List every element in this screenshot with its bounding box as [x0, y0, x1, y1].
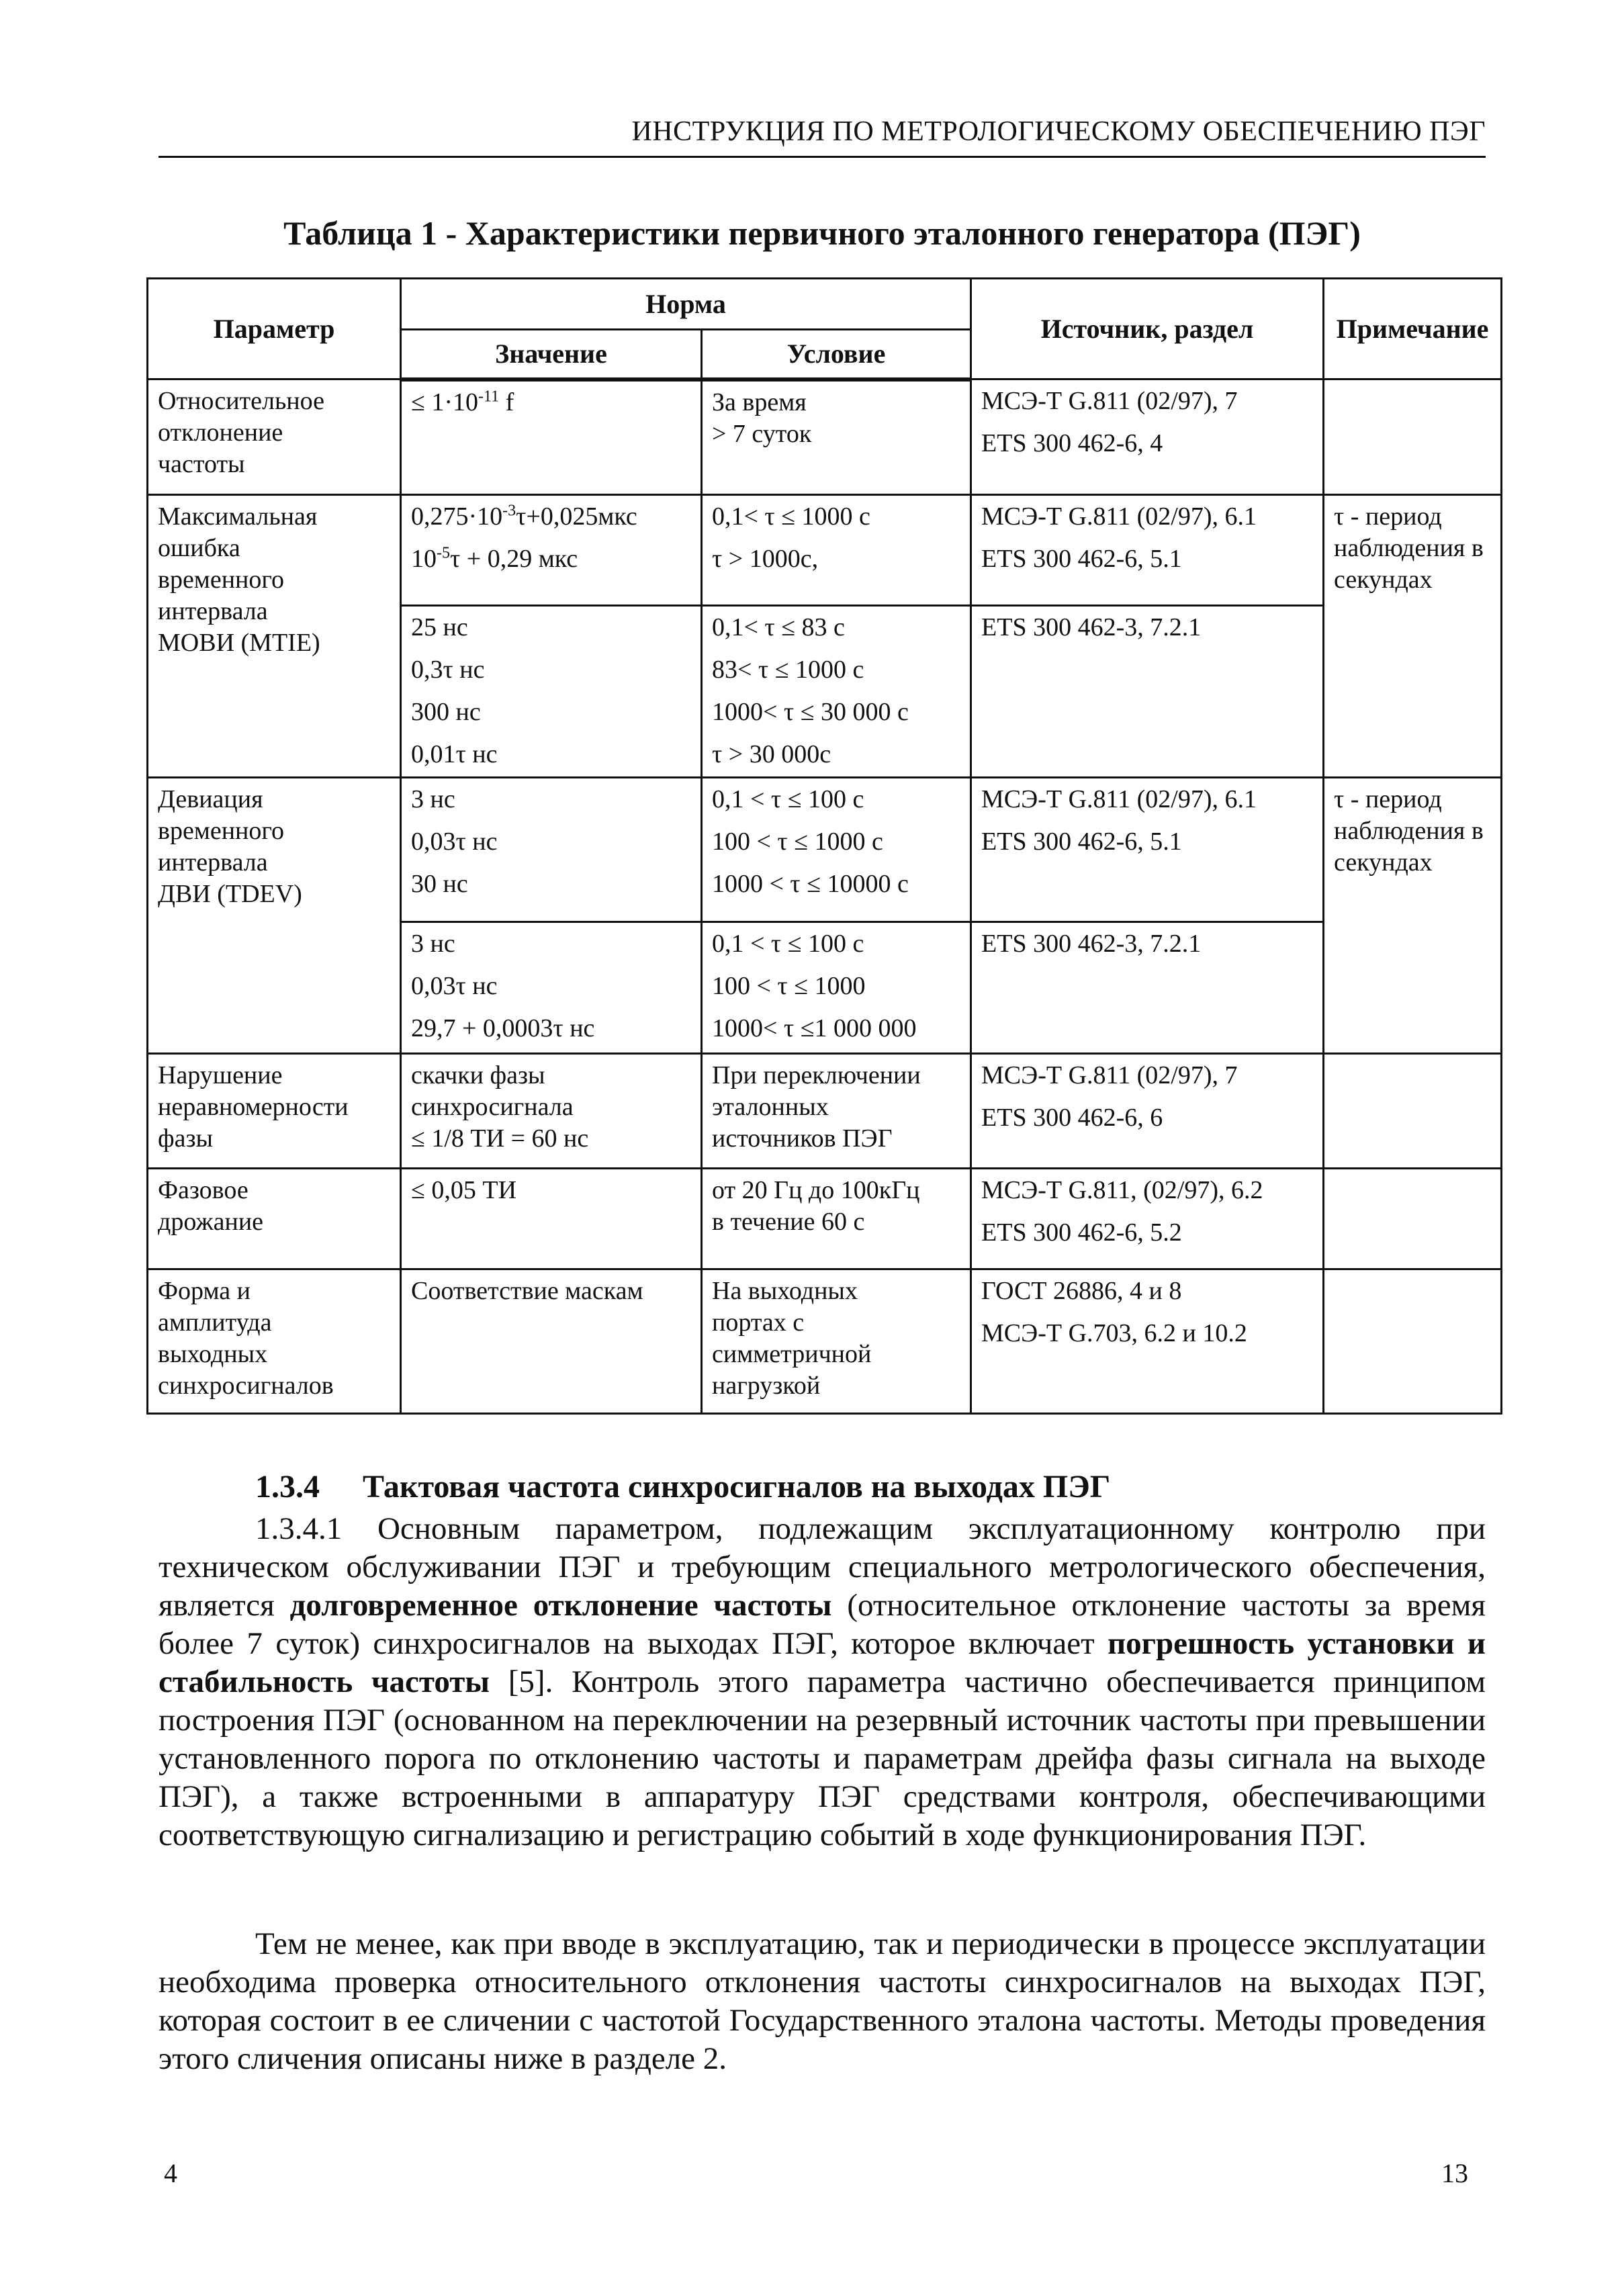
page-number-right: 13	[1441, 2158, 1468, 2188]
condition-cell: При переключении эталонных источников ПЭГ	[702, 1054, 971, 1169]
table-row	[148, 1269, 1502, 1414]
source-cell: МСЭ-Т G.811 (02/97), 6.1 ETS 300 462-6, 5.1	[971, 778, 1324, 922]
value-cell: 25 нс 0,3τ нс 300 нс 0,01τ нс	[401, 606, 702, 778]
section-heading	[255, 1468, 1110, 1505]
table-row	[148, 379, 1502, 495]
table-row	[148, 1054, 1502, 1169]
running-header: ИНСТРУКЦИЯ ПО МЕТРОЛОГИЧЕСКОМУ ОБЕСПЕЧЕНИЮ ПЭГ	[631, 116, 1486, 147]
header-condition: Условие	[702, 330, 971, 379]
table-row	[148, 495, 1502, 606]
paragraph-number: 1.3.4.1	[255, 1511, 343, 1546]
note-cell	[1324, 1054, 1502, 1169]
param-cell: Девиация временного интервала ДВИ (TDEV)	[148, 778, 401, 1054]
note-cell	[1324, 1169, 1502, 1269]
param-cell: Нарушение неравномерности фазы	[148, 1054, 401, 1169]
value-cell: ≤ $1\cdot 10^{-11}$ f	[401, 379, 702, 495]
paragraph-1: 1.3.4.1 Основным параметром, подлежащим эксплуатационному контролю при техническом обслуживании ПЭГ и требующим специального метрологического обеспечения, является долговременное отклонение частоты (относительное отклонение частоты за время более 7 суток) синхросигналов на выходах ПЭГ, которое включает погрешность установки и стабильность частоты [5]. Контроль этого параметра частично обеспечивается принципом построения ПЭГ (основанном на переключении на резервный источник частоты при превышении установленного порога по отклонению частоты и параметрам дрейфа фазы сигнала на выходе ПЭГ), а также встроенными в аппаратуру ПЭГ средствами контроля, обеспечивающими соответствующую сигнализацию и регистрацию событий в ходе функционирования ПЭГ.	[159, 1511, 1486, 1852]
source-cell: МСЭ-Т G.811 (02/97), 7 ETS 300 462-6, 6	[971, 1054, 1324, 1169]
value-cell: скачки фазы синхросигнала ≤ 1/8 ТИ = 60 нс	[401, 1054, 702, 1169]
header-norm: Норма	[401, 279, 971, 330]
condition-cell: 0,1 < τ ≤ 100 с 100 < τ ≤ 1000 с 1000 < τ ≤ 10000 с	[702, 778, 971, 922]
table-title: Таблица 1 - Характеристики первичного эталонного генератора (ПЭГ)	[283, 214, 1361, 252]
table-row	[148, 778, 1502, 922]
header-rule	[159, 156, 1486, 158]
table-row	[148, 1169, 1502, 1269]
source-cell: МСЭ-Т G.811, (02/97), 6.2 ETS 300 462-6, 5.2	[971, 1169, 1324, 1269]
source-cell: МСЭ-Т G.811 (02/97), 6.1 ETS 300 462-6, 5.1	[971, 495, 1324, 606]
value-cell: Соответствие маскам	[401, 1269, 702, 1414]
condition-cell: от 20 Гц до 100кГц в течение 60 с	[702, 1169, 971, 1269]
param-cell: Форма и амплитуда выходных синхросигналов	[148, 1269, 401, 1414]
paragraph-2: Тем не менее, как при вводе в эксплуатацию, так и периодически в процессе эксплуатации необходима проверка относительного отклонения частоты синхросигналов на выходах ПЭГ, которая состоит в ее сличении с частотой Государственного эталона частоты. Методы проведения этого сличения описаны ниже в разделе 2.	[159, 1926, 1486, 2076]
note-cell: τ - период наблюдения в секундах	[1324, 495, 1502, 778]
source-cell: МСЭ-Т G.811 (02/97), 7 ETS 300 462-6, 4	[971, 379, 1324, 495]
header-value: Значение	[401, 330, 702, 379]
header-source: Источник, раздел	[971, 279, 1324, 379]
note-cell	[1324, 1269, 1502, 1414]
param-cell: Относительное отклонение частоты	[148, 379, 401, 495]
value-cell: ≤ 0,05 ТИ	[401, 1169, 702, 1269]
header-parameter: Параметр	[148, 279, 401, 379]
value-cell: $0,275\cdot 10^{-3}\tau+0,025мкс$ $10^{-5}\tau + 0,29$ мкс	[401, 495, 702, 606]
characteristics-table	[146, 277, 1502, 1415]
param-cell: Максимальная ошибка временного интервала МОВИ (MTIE)	[148, 495, 401, 778]
condition-cell: 0,1< τ ≤ 1000 с τ > 1000с,	[702, 495, 971, 606]
note-cell	[1324, 379, 1502, 495]
condition-cell: За время > 7 суток	[702, 379, 971, 495]
condition-cell: 0,1 < τ ≤ 100 с 100 < τ ≤ 1000 1000< τ ≤1 000 000	[702, 922, 971, 1054]
note-cell: τ - период наблюдения в секундах	[1324, 778, 1502, 1054]
param-cell: Фазовое дрожание	[148, 1169, 401, 1269]
condition-cell: 0,1< τ ≤ 83 с 83< τ ≤ 1000 с 1000< τ ≤ 30 000 с τ > 30 000с	[702, 606, 971, 778]
source-cell: ETS 300 462-3, 7.2.1	[971, 606, 1324, 778]
page-number-left: 4	[164, 2158, 177, 2188]
section-number: 1.3.4	[255, 1469, 320, 1505]
value-cell: 3 нс 0,03τ нс 30 нс	[401, 778, 702, 922]
source-cell: ГОСТ 26886, 4 и 8 МСЭ-Т G.703, 6.2 и 10.2	[971, 1269, 1324, 1414]
condition-cell: На выходных портах с симметричной нагрузкой	[702, 1269, 971, 1414]
header-note: Примечание	[1324, 279, 1502, 379]
source-cell: ETS 300 462-3, 7.2.1	[971, 922, 1324, 1054]
value-cell: 3 нс 0,03τ нс 29,7 + 0,0003τ нс	[401, 922, 702, 1054]
section-title: Тактовая частота синхросигналов на выходах ПЭГ	[363, 1469, 1111, 1505]
